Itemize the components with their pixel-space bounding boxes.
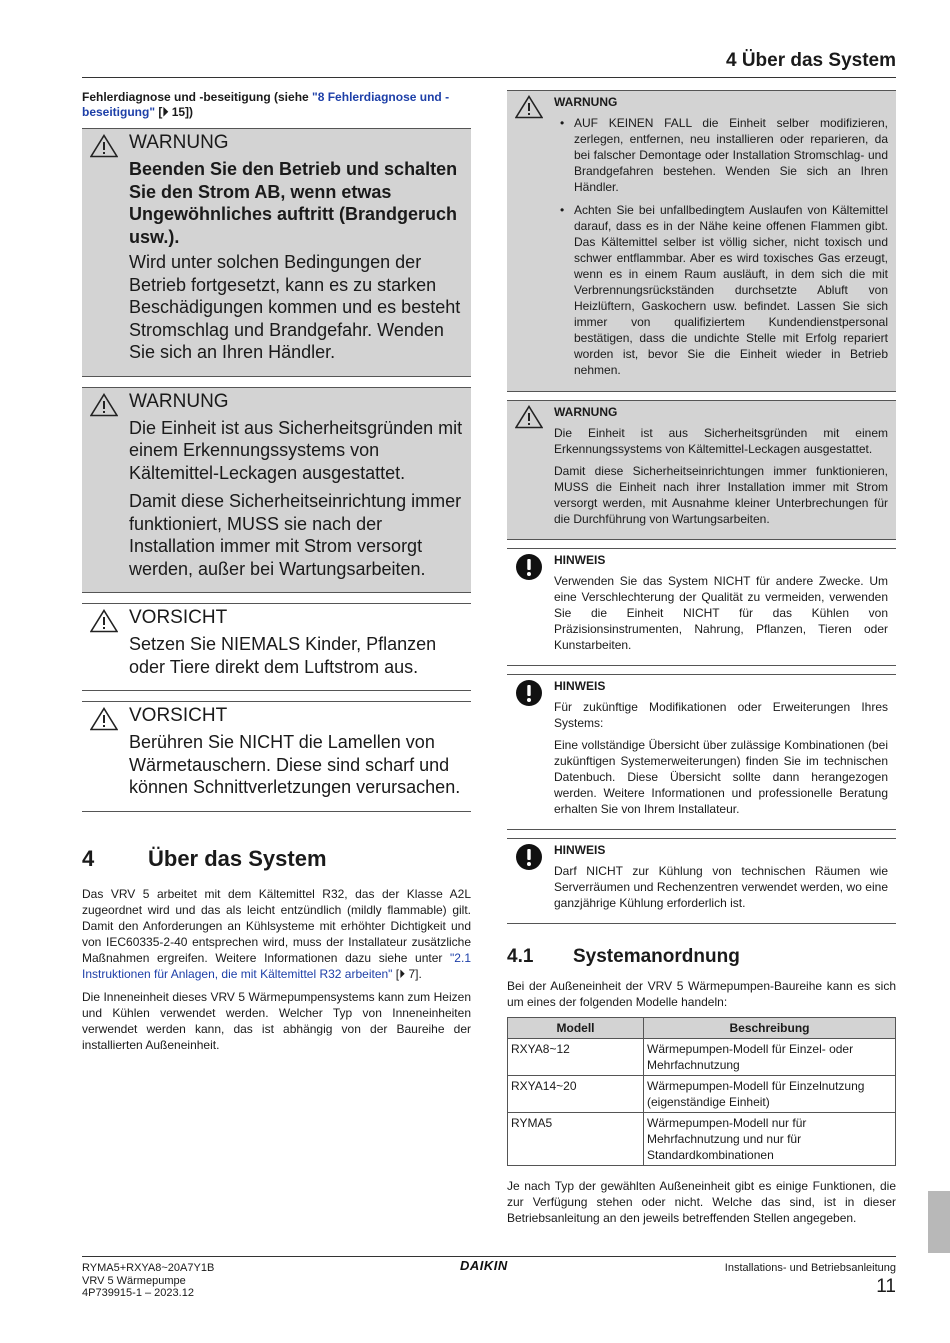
notice-heading: HINWEIS <box>554 679 606 693</box>
section-paragraph: Die Inneneinheit dieses VRV 5 Wärmepumpensystems kann zum Heizen und Kühlen verwendet werden. Welcher Typ von Inneneinheiten verwendet werden kann, das ist abhängig von der Baureihe der installierten Außeneinheit. <box>82 989 471 1052</box>
notice-heading: HINWEIS <box>554 553 606 567</box>
page-ref: [⏵ 7]. <box>392 966 422 981</box>
left-column <box>82 90 471 1060</box>
model-table <box>507 1017 896 1166</box>
chapter-side-tab <box>928 1191 950 1253</box>
intro-reference <box>82 90 471 120</box>
notice-box-extensions <box>507 674 896 830</box>
right-column <box>507 90 896 1233</box>
table-row <box>508 1076 896 1113</box>
table-cell-model: RYMA5 <box>508 1113 644 1166</box>
warning-heading: WARNUNG <box>554 95 618 109</box>
caution-box-fins <box>82 701 471 812</box>
warning-list <box>554 115 888 378</box>
section-paragraph <box>82 886 471 982</box>
notice-box-server-rooms <box>507 838 896 924</box>
warning-heading: WARNUNG <box>129 390 229 412</box>
warning-box-leak-detection <box>82 387 471 594</box>
caution-triangle-icon <box>90 707 118 731</box>
footer-doc-title: Installations- und Betriebsanleitung <box>724 1262 896 1274</box>
running-title: 4 Über das System <box>725 50 896 71</box>
warning-box-no-modification <box>507 90 896 392</box>
daikin-logo: DAIKIN <box>460 1258 508 1273</box>
caution-heading: VORSICHT <box>129 705 228 726</box>
footer-doc-number: 4P739915-1 – 2023.12 <box>82 1287 194 1299</box>
page-header <box>82 50 896 78</box>
page-number: 11 <box>876 1275 896 1297</box>
warning-heading: WARNUNG <box>129 132 229 153</box>
warning-triangle-icon <box>515 405 543 429</box>
caution-text: Berühren Sie NICHT die Lamellen von Wärmetauschern. Diese sind scharf und können Schnittverletzungen verursachen. <box>129 732 461 797</box>
section-title: Über das System <box>148 845 327 871</box>
list-item: • Achten Sie bei unfallbedingtem Auslaufen von Kältemittel darauf, dass es in der Nähe keine offenen Flammen gibt. Das Kältemittel selber ist völlig sicher, nicht toxisch und schwer entflammbar. Aber es wird toxisches Gas erzeugt, wenn es in einem Raum ausläuft, in dem sich die mit Verbrennungsrückständen durchsetzte Abluft von Heizlüftern, Gaskochern usw. befindet. Lassen Sie sich immer von qualifiziertem Kundendienstpersonal bestätigen, dass die undichte Stelle mit Erfolg repariert worden ist, bevor Sie die Einheit wieder in Betrieb nehmen. <box>554 202 888 378</box>
notice-heading: HINWEIS <box>554 843 606 857</box>
notice-text: Verwenden Sie das System NICHT für andere Zwecke. Um eine Verschlechterung der Qualität zu vermeiden, verwenden Sie die Einheit NICHT für das Kühlen von Präzisionsinstrumenten, Nahrung, Pflanzen, Tieren oder Kunstarbeiten. <box>554 574 888 652</box>
table-cell-description: Wärmepumpen-Modell für Einzel- oder Mehrfachnutzung <box>644 1039 896 1076</box>
list-item: • AUF KEINEN FALL die Einheit selber modifizieren, zerlegen, entfernen, neu installieren oder reparieren, da bei falscher Demontage oder Installation Stromschlag- und Brandgefahren bestehen. Wenden Sie sich an Ihren Händler. <box>554 115 888 195</box>
table-row <box>508 1113 896 1166</box>
table-header-description: Beschreibung <box>644 1018 896 1039</box>
notice-text: Für zukünftige Modifikationen oder Erweiterungen Ihres Systems: <box>554 700 888 730</box>
section-number: 4 <box>82 845 95 871</box>
intro-text: Fehlerdiagnose und -beseitigung (siehe <box>82 90 313 104</box>
subsection-outro: Je nach Typ der gewählten Außeneinheit gibt es einige Funktionen, die zur Verfügung stehen oder nicht. Welche das sind, ist in dieser Betriebsanleitung an den jeweils betreffenden Stellen angegeben. <box>507 1179 896 1225</box>
table-header-row <box>508 1018 896 1039</box>
table-header-model: Modell <box>508 1018 644 1039</box>
footer-document-info <box>82 1262 214 1300</box>
footer-right <box>725 1262 896 1298</box>
warning-text: Wird unter solchen Bedingungen der Betrieb fortgesetzt, kann es zu starken Beschädigungen kommen und es besteht Stromschlag und Brandgefahr. Wenden Sie sich an Ihren Händler. <box>129 252 461 362</box>
table-row <box>508 1039 896 1076</box>
table-cell-model: RXYA8~12 <box>508 1039 644 1076</box>
page-footer <box>82 1256 896 1299</box>
table-cell-model: RXYA14~20 <box>508 1076 644 1113</box>
notice-exclamation-icon <box>515 843 543 871</box>
subsection-heading <box>507 946 896 968</box>
notice-text: Darf NICHT zur Kühlung von technischen Räumen wie Serverräumen und Rechenzentren verwendet werden, wo eine ganzjährige Kühlung erforderlich ist. <box>554 864 888 910</box>
notice-exclamation-icon <box>515 553 543 581</box>
section-heading <box>82 846 471 872</box>
table-cell-description: Wärmepumpen-Modell nur für Mehrfachnutzung und nur für Standardkombinationen <box>644 1113 896 1166</box>
notice-box-usage <box>507 548 896 666</box>
warning-box-stop-operation <box>82 128 471 377</box>
caution-text: Setzen Sie NIEMALS Kinder, Pflanzen oder Tiere direkt dem Luftstrom aus. <box>129 634 437 677</box>
footer-model-line: RYMA5+RXYA8~20A7Y1B <box>82 1262 215 1274</box>
r32-instructions-link[interactable]: "2.1 Instruktionen für Anlagen, die mit Kältemittel R32 arbeiten" <box>82 950 471 981</box>
intro-link[interactable]: "8 Fehlerdiagnose und -beseitigung" <box>82 90 450 119</box>
caution-box-airflow <box>82 603 471 691</box>
subsection-intro: Bei der Außeneinheit der VRV 5 Wärmepumpen-Baureihe kann es sich um eines der folgenden Modelle handeln: <box>507 979 896 1009</box>
warning-box-leak-detection <box>507 400 896 540</box>
warning-heading: WARNUNG <box>554 405 618 419</box>
warning-text: Die Einheit ist aus Sicherheitsgründen mit einem Erkennungssystems von Kältemittel-Leckagen ausgestattet. <box>554 426 888 456</box>
subsection-title: Systemanordnung <box>573 946 740 967</box>
warning-triangle-icon <box>90 393 118 417</box>
intro-page-ref: [⏵ 15]) <box>155 105 194 119</box>
caution-triangle-icon <box>90 609 118 633</box>
warning-text: Damit diese Sicherheitseinrichtungen immer funktionieren, MUSS die Einheit nach ihrer Installation immer mit Strom versorgt werden, mit Ausnahme kleiner Unterbrechungen für die Durchführung von Wartungsarbeiten. <box>554 464 888 526</box>
subsection-number: 4.1 <box>507 946 534 967</box>
warning-text: Damit diese Sicherheitseinrichtung immer funktioniert, MUSS sie nach der Installation immer mit Strom versorgt werden, außer bei Wartungsarbeiten. <box>129 491 462 579</box>
warning-triangle-icon <box>515 95 543 119</box>
notice-text: Eine vollständige Übersicht über zulässige Kombinationen (bei zukünftigen Systemerweiterungen) finden Sie im technischen Datenbuch. Diese Übersicht sollte dann herangezogen werden. Weitere Informationen und professionelle Beratung erhalten Sie von Ihrem Installateur. <box>554 738 888 816</box>
footer-product-line: VRV 5 Wärmepumpe <box>82 1274 186 1287</box>
warning-triangle-icon <box>90 134 118 158</box>
table-cell-description: Wärmepumpen-Modell für Einzelnutzung (eigenständige Einheit) <box>644 1076 896 1113</box>
warning-text: Die Einheit ist aus Sicherheitsgründen mit einem Erkennungssystems von Kältemittel-Leckagen ausgestattet. <box>129 417 463 483</box>
warning-strong-text: Beenden Sie den Betrieb und schalten Sie den Strom AB, wenn etwas Ungewöhnliches auftritt (Brandgeruch usw.). <box>129 159 458 247</box>
notice-exclamation-icon <box>515 679 543 707</box>
paragraph-text: Das VRV 5 arbeitet mit dem Kältemittel R32, das der Klasse A2L zugeordnet wird und das als leicht entzündlich (mildly flammable) gilt. Damit den Anforderungen an Kühlsysteme mit erhöhter Dichtigkeit und von IEC60335-2-40 entsprechen wird, muss der Installateur zusätzliche Maßnahmen ergreifen. Weitere Informationen dazu siehe unter <box>82 886 471 965</box>
caution-heading: VORSICHT <box>129 607 228 628</box>
